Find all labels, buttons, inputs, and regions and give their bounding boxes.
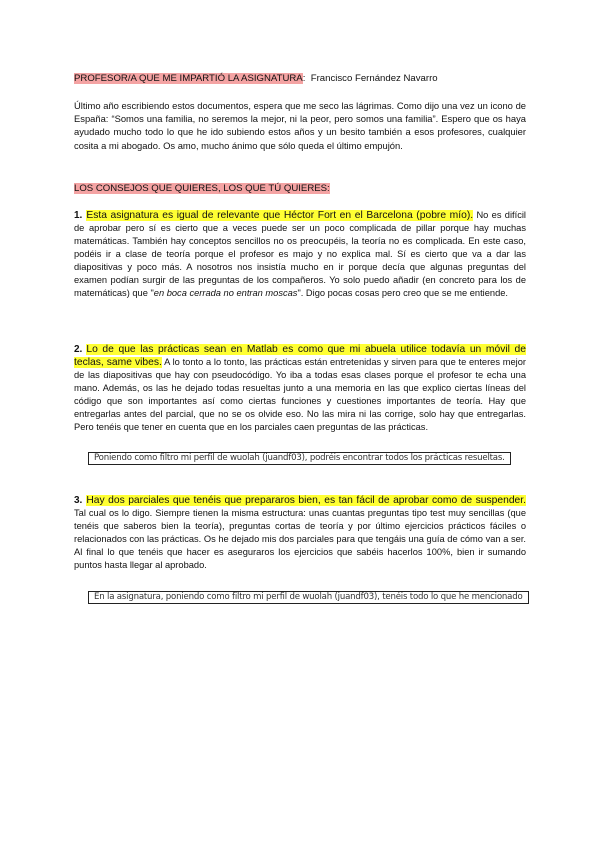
item-2-number: 2. — [74, 344, 83, 355]
professor-label: PROFESOR/A QUE ME IMPARTIÓ LA ASIGNATURA — [74, 73, 303, 84]
item-2-highlight: Lo de que las prácticas sean en Matlab es como que mi abuela utilice todavía un móvil de teclas, same vibes. — [74, 344, 526, 368]
section-title-line — [74, 183, 330, 195]
item-1-body-end: ". Digo pocas cosas pero creo que se me entiende. — [297, 288, 508, 298]
item-3-body: Tal cual os lo digo. Siempre tienen la misma estructura: unas cuantas preguntas tipo test muy sencillas (que tenéis que saberos bien la teoría), preguntas cortas de teoría y por último ejercicios prácticos fáciles o relacionados con las prácticas. Os he dejado mis dos parciales para que tengáis una guía de cómo van a ser. Al final lo que tenéis que hacer es aseguraros los ejercicios que sabéis hacerlos 100%, bien ir sumando puntos hasta llegar al aprobado. — [74, 508, 526, 570]
advice-item-1 — [74, 209, 526, 300]
item-1-body: No es difícil de aprobar pero sí es cierto que a veces puede ser un poco complicada de pillar porque hay muchas matemáticas. También hay conceptos sencillos no os preocupéis, la teoría no es complicada. En este caso, podéis ir a clase de teoría porque el profesor es majo y no explica mal. Sí es cierto que va a dar las diapositivas y poco más. A nosotros nos insistía mucho en ir porque decía que algunas preguntas del examen podían surgir de las preguntas de los compañeros. Yo solo puedo añadir (en concreto para los de matemáticas) que " — [74, 210, 526, 298]
professor-line — [74, 73, 438, 85]
intro-paragraph: Último año escribiendo estos documentos, espera que me seco las lágrimas. Como dijo una vez un icono de España: “Somos una familia, no seremos la mejor, ni la peor, pero somos una familia”. Espero que os haya ayudado mucho todo lo que he ido subiendo estos años y un besito también a esos profesores, cualquier cosita a mi abogado. Os amo, mucho ánimo que sólo queda el último empujón. — [74, 100, 526, 151]
item-1-body-italic: en boca cerrada no entran moscas — [153, 288, 298, 298]
item-3-highlight: Hay dos parciales que tenéis que prepararos bien, es tan fácil de aprobar como de suspender. — [86, 495, 526, 506]
professor-name: Francisco Fernández Navarro — [310, 73, 438, 84]
item-2-body: A lo tonto a lo tonto, las prácticas están entretenidas y sirven para que te enteres mejor de las diapositivas que hay con pseudocódigo. Yo iba a todas esas clases porque el profesor te echa una mano. Además, os las he dejado todas resueltas junto a una memoria en las que explico ciertas líneas del código que son importantes así como ciertas funciones y cuestiones importantes de teoría. Hay que entregarlas antes del parcial, que no se os olvide eso. No las mira ni las corrige, solo hay que entregarlas. Pero tenéis que tener en cuenta que en los parciales caen preguntas de las prácticas. — [74, 357, 526, 432]
item-3-note-box: En la asignatura, poniendo como filtro mi perfil de wuolah (juandf03), tenéis todo lo que he mencionado — [88, 591, 529, 604]
advice-item-2 — [74, 343, 526, 434]
section-title: LOS CONSEJOS QUE QUIERES, LOS QUE TÚ QUIERES: — [74, 183, 330, 194]
item-1-number: 1. — [74, 210, 83, 221]
item-3-number: 3. — [74, 495, 83, 506]
professor-colon: : — [302, 73, 306, 84]
item-1-highlight: Esta asignatura es igual de relevante que Héctor Fort en el Barcelona (pobre mío). — [86, 210, 474, 221]
item-2-note-box: Poniendo como filtro mi perfil de wuolah (juandf03), podréis encontrar todos los prácticas resueltas. — [88, 452, 511, 465]
advice-item-3 — [74, 494, 526, 572]
